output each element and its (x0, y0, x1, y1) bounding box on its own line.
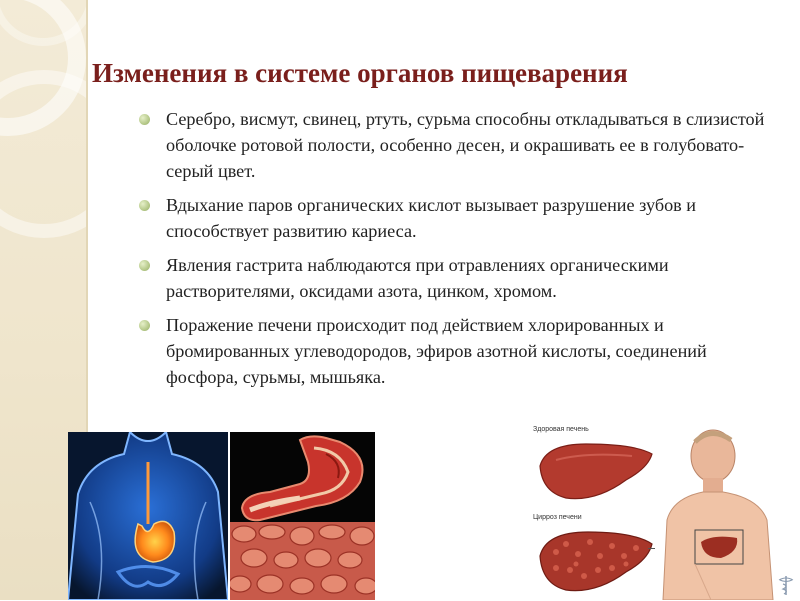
stomach-illustration (230, 432, 375, 522)
bullet-item (128, 312, 778, 390)
bullet-dot-icon (139, 200, 150, 211)
human-torso-image (655, 428, 795, 600)
staff-of-asclepius-icon (775, 574, 797, 596)
slide-title: Изменения в системе органов пищеварения (92, 58, 628, 88)
cirrhosis-liver-caption: Цирроз печени (533, 514, 582, 521)
bullet-item (128, 252, 778, 304)
stomach-cross-section-image (230, 432, 375, 522)
torso-illustration (655, 428, 795, 600)
gastric-mucosa-image (230, 522, 375, 600)
digestive-system-image (68, 432, 228, 600)
healthy-liver-caption: Здоровая печень (533, 426, 589, 433)
decorative-ring (0, 70, 88, 238)
bullet-item (128, 106, 778, 184)
liver-comparison-image (530, 422, 660, 600)
bullet-text: Поражение печени происходит под действием хлорированных и бромированных углеводородов, эфиров азотной кислоты, соединений фосфора, сурьмы, мышьяка. (166, 315, 707, 387)
bullet-text: Явления гастрита наблюдаются при отравлениях органическими растворителями, оксидами азота, цинком, хромом. (166, 255, 669, 301)
bullet-text: Серебро, висмут, свинец, ртуть, сурьма способны откладываться в слизистой оболочке ротовой полости, особенно десен, и окрашивать ее в голубовато-серый цвет. (166, 109, 765, 181)
bullet-list (128, 106, 778, 398)
bullet-dot-icon (139, 320, 150, 331)
bullet-item (128, 192, 778, 244)
bullet-dot-icon (139, 260, 150, 271)
body-illustration (68, 432, 228, 600)
cirrhotic-liver-illustration (536, 526, 656, 598)
mucosa-texture (230, 522, 375, 600)
bullet-text: Вдыхание паров органических кислот вызывает разрушение зубов и способствует развитию кариеса. (166, 195, 697, 241)
bullet-dot-icon (139, 114, 150, 125)
healthy-liver-illustration (536, 438, 656, 506)
